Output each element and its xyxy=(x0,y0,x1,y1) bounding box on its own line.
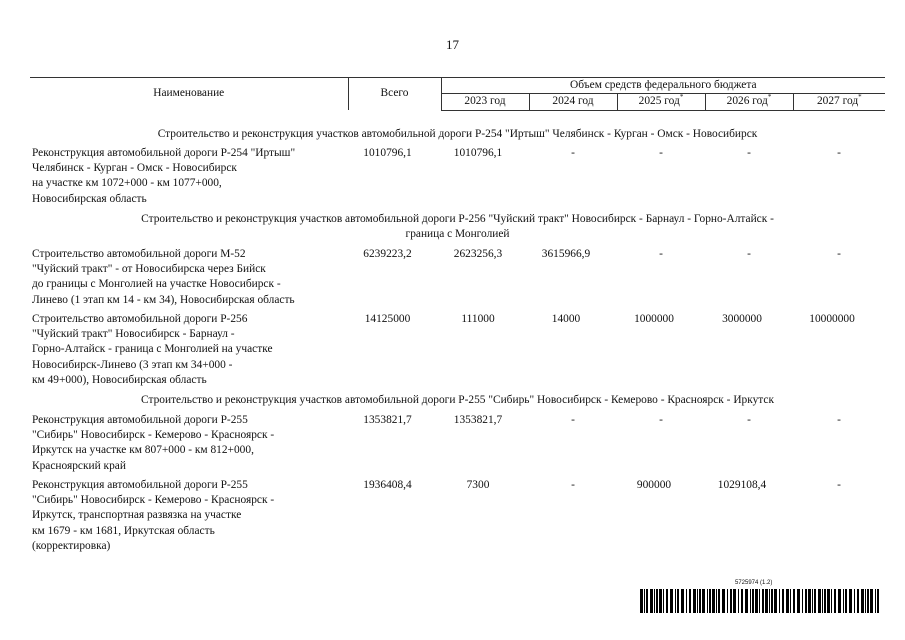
barcode-bar xyxy=(738,589,739,613)
budget-table xyxy=(30,77,885,558)
barcode-bar xyxy=(838,589,841,613)
table-row xyxy=(30,312,885,392)
barcode-bar xyxy=(699,589,701,613)
barcode-bar xyxy=(745,589,748,613)
barcode-bar xyxy=(824,589,826,613)
barcode-bar xyxy=(681,589,684,613)
value-year: 900000 xyxy=(636,478,672,491)
barcode-bar xyxy=(755,589,758,613)
value-year: - xyxy=(659,413,663,426)
page-number: 17 xyxy=(446,37,459,52)
barcode-bar xyxy=(831,589,832,613)
value-year: 3000000 xyxy=(722,312,762,325)
barcode xyxy=(640,589,880,613)
value-year: 1029108,4 xyxy=(717,478,767,491)
value-year: - xyxy=(837,413,841,426)
object-name: Реконструкция автомобильной дороги Р-254 "Иртыш" Челябинск - Курган - Омск - Новосибирск на участке км 1072+000 - км 1077+000, Новосибирская область xyxy=(32,146,296,205)
barcode-bar xyxy=(834,589,836,613)
barcode-bar xyxy=(640,589,643,613)
object-name: Строительство автомобильной дороги Р-256 "Чуйский тракт" Новосибирск - Барнаул - Горно-Алтайск - граница с Монголией на участке Новосибирск-Линево (3 этап км 34+000 - км 49+000), Новосибирская область xyxy=(32,312,273,387)
object-name: Реконструкция автомобильной дороги Р-255 "Сибирь" Новосибирск - Кемерово - Красноярск - Иркутск, транспортная развязка на участке км 1679 - км 1681, Иркутская область (корректировка) xyxy=(32,478,275,553)
barcode-bar xyxy=(812,589,813,613)
header-total: Всего xyxy=(348,78,441,111)
barcode-bar xyxy=(790,589,791,613)
barcode-bar xyxy=(802,589,803,613)
value-year: 14000 xyxy=(551,312,581,325)
barcode-bar xyxy=(693,589,696,613)
header-federal-budget: Объем средств федерального бюджета xyxy=(441,78,885,94)
barcode-bar xyxy=(782,589,784,613)
barcode-bar xyxy=(675,589,676,613)
barcode-bar xyxy=(843,589,844,613)
barcode-bar xyxy=(716,589,717,613)
value-total: 6239223,2 xyxy=(363,247,412,260)
barcode-bar xyxy=(670,589,673,613)
barcode-bar xyxy=(750,589,751,613)
barcode-bar xyxy=(697,589,698,613)
barcode-bar xyxy=(870,589,873,613)
header-name: Наименование xyxy=(30,78,348,111)
barcode-bar xyxy=(712,589,715,613)
barcode-bar xyxy=(644,589,645,613)
barcode-bar xyxy=(769,589,770,613)
value-total: 1353821,7 xyxy=(363,413,412,426)
table-row xyxy=(30,247,885,312)
value-year: 1010796,1 xyxy=(453,146,503,159)
barcode-bar xyxy=(822,589,823,613)
barcode-bar xyxy=(865,589,866,613)
barcode-bar xyxy=(722,589,725,613)
value-year: 2623256,3 xyxy=(453,247,503,260)
value-year: 7300 xyxy=(466,478,490,491)
header-year: 2025 год* xyxy=(617,94,705,110)
section-title: Строительство и реконструкция участков автомобильной дороги Р-254 "Иртыш" Челябинск - Курган - Омск - Новосибирск xyxy=(157,127,758,140)
value-year: - xyxy=(837,478,841,491)
barcode-label: 5725974 (1.2) xyxy=(735,580,773,586)
table-row xyxy=(30,478,885,558)
value-year: - xyxy=(659,247,663,260)
barcode-bar xyxy=(707,589,708,613)
barcode-bar xyxy=(730,589,732,613)
barcode-bar xyxy=(857,589,859,613)
barcode-bar xyxy=(702,589,705,613)
barcode-bar xyxy=(814,589,816,613)
barcode-bar xyxy=(709,589,711,613)
barcode-bar xyxy=(718,589,720,613)
value-year: - xyxy=(571,146,575,159)
barcode-bar xyxy=(849,589,852,613)
barcode-bar xyxy=(654,589,655,613)
barcode-bar xyxy=(774,589,777,613)
object-name: Реконструкция автомобильной дороги Р-255 "Сибирь" Новосибирск - Кемерово - Красноярск - Иркутск на участке км 807+000 - км 812+000, Красноярский край xyxy=(32,413,275,472)
header-year: 2023 год xyxy=(441,94,529,110)
barcode-bar xyxy=(686,589,687,613)
barcode-bar xyxy=(762,589,764,613)
value-year: - xyxy=(747,146,751,159)
value-year: 10000000 xyxy=(809,312,855,325)
value-year: - xyxy=(747,413,751,426)
barcode-bar xyxy=(861,589,864,613)
value-year: - xyxy=(747,247,751,260)
section-title: Строительство и реконструкция участков автомобильной дороги Р-256 "Чуйский тракт" Новосибирск - Барнаул - Горно-Алтайск - граница с Монголией xyxy=(141,213,774,241)
barcode-bar xyxy=(845,589,847,613)
value-total: 1010796,1 xyxy=(363,146,412,159)
value-year: - xyxy=(837,146,841,159)
barcode-bar xyxy=(733,589,736,613)
barcode-bar xyxy=(659,589,662,613)
barcode-bar xyxy=(650,589,653,613)
barcode-bar xyxy=(867,589,869,613)
barcode-bar xyxy=(741,589,743,613)
barcode-bar xyxy=(689,589,691,613)
value-total: 1936408,4 xyxy=(363,478,412,491)
value-year: - xyxy=(571,413,575,426)
header-year: 2026 год* xyxy=(705,94,793,110)
value-year: - xyxy=(571,478,575,491)
barcode-bar xyxy=(877,589,879,613)
barcode-bar xyxy=(759,589,760,613)
barcode-bar xyxy=(854,589,855,613)
barcode-bar xyxy=(677,589,679,613)
barcode-bar xyxy=(827,589,830,613)
value-total: 14125000 xyxy=(364,312,411,325)
barcode-bar xyxy=(771,589,773,613)
barcode-bar xyxy=(663,589,664,613)
barcode-bar xyxy=(752,589,754,613)
barcode-bar xyxy=(765,589,768,613)
barcode-bar xyxy=(797,589,800,613)
header-year: 2027 год* xyxy=(793,94,885,110)
value-year: 3615966,9 xyxy=(541,247,591,260)
barcode-bar xyxy=(646,589,648,613)
barcode-bar xyxy=(779,589,780,613)
header-year: 2024 год xyxy=(529,94,617,110)
barcode-bar xyxy=(666,589,668,613)
barcode-bar xyxy=(818,589,821,613)
object-name: Строительство автомобильной дороги М-52 "Чуйский тракт" - от Новосибирска через Бийск до границы с Монголией на участке Новосибирск - Линево (1 этап км 14 - км 34), Новосибирская область xyxy=(32,247,295,306)
section-title: Строительство и реконструкция участков автомобильной дороги Р-255 "Сибирь" Новосибирск - Кемерово - Красноярск - Иркутск xyxy=(141,394,775,407)
barcode-bar xyxy=(808,589,811,613)
barcode-bar xyxy=(805,589,807,613)
barcode-bar xyxy=(727,589,728,613)
value-year: 1353821,7 xyxy=(453,413,503,426)
barcode-bar xyxy=(875,589,876,613)
barcode-bar xyxy=(786,589,789,613)
value-year: 111000 xyxy=(461,312,495,325)
table-row xyxy=(30,413,885,478)
table-row xyxy=(30,146,885,211)
value-year: - xyxy=(837,247,841,260)
barcode-bar xyxy=(656,589,658,613)
barcode-bar xyxy=(793,589,795,613)
value-year: - xyxy=(659,146,663,159)
value-year: 1000000 xyxy=(634,312,674,325)
